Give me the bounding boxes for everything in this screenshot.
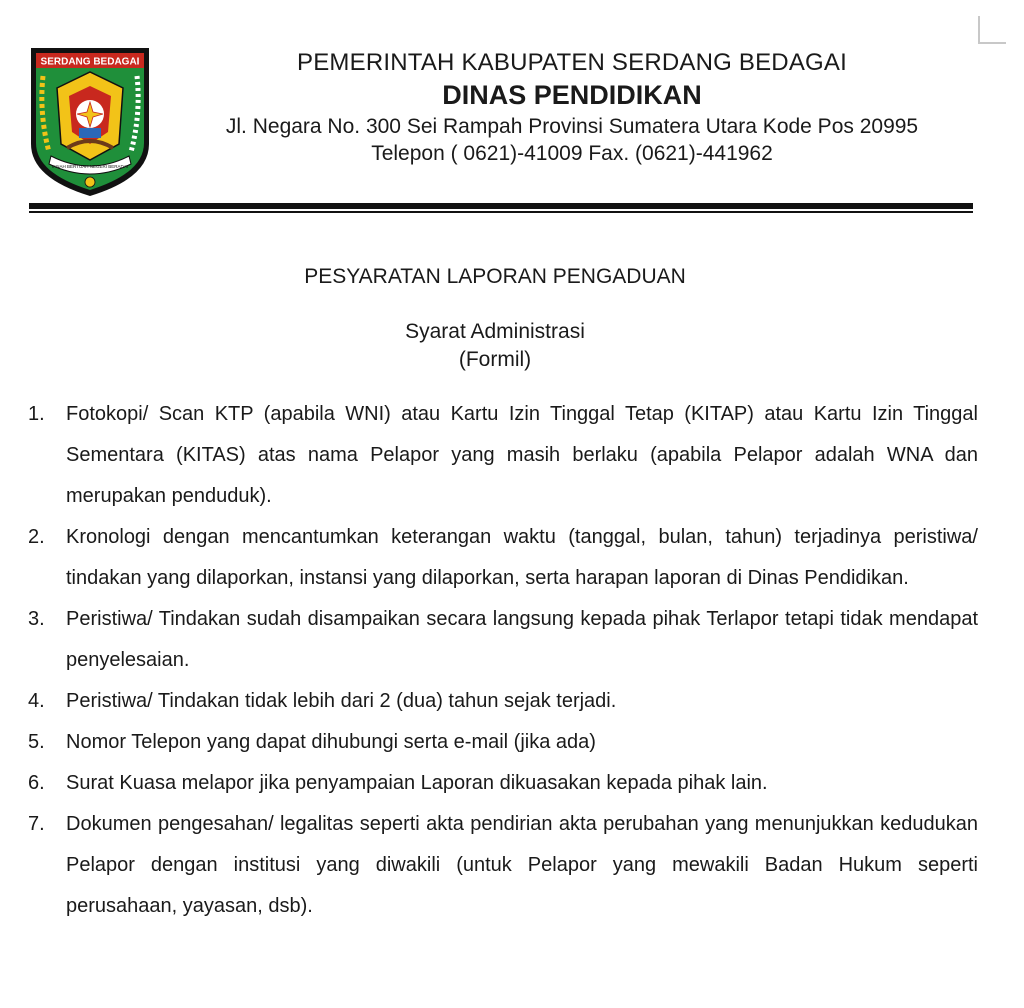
- list-item-number: 5.: [28, 731, 45, 753]
- section-subtitle: Syarat Administrasi: [405, 320, 585, 343]
- letterhead: [172, 48, 972, 168]
- list-item-number: 7.: [28, 813, 45, 835]
- list-item-text: Fotokopi/ Scan KTP (apabila WNI) atau Kartu Izin Tinggal Tetap (KITAP) atau Kartu Izin Tinggal Sementara (KITAS) atas nama Pelapor yang masih berlaku (apabila Pelapor adalah WNA dan merupakan penduduk).: [66, 403, 978, 507]
- serdang-bedagai-logo: [27, 44, 153, 198]
- list-item: [28, 681, 978, 722]
- logo-motto-text: TANAH BERTUAH NEGERI BERADAT: [50, 164, 130, 169]
- list-item-number: 1.: [28, 403, 45, 425]
- list-item: [28, 394, 978, 517]
- list-item-number: 4.: [28, 690, 45, 712]
- phone-line: Telepon ( 0621)-41009 Fax. (0621)-441962: [371, 142, 773, 165]
- list-item-text: Surat Kuasa melapor jika penyampaian Laporan dikuasakan kepada pihak lain.: [66, 772, 768, 794]
- list-item: [28, 763, 978, 804]
- logo-banner-text: SERDANG BEDAGAI: [40, 56, 140, 68]
- list-item-text: Peristiwa/ Tindakan sudah disampaikan secara langsung kepada pihak Terlapor tetapi tidak mendapat penyelesaian.: [66, 608, 978, 671]
- section-subtitle-note: (Formil): [458, 348, 532, 371]
- address-line: Jl. Negara No. 300 Sei Rampah Provinsi Sumatera Utara Kode Pos 20995: [225, 115, 919, 138]
- section-heading: [0, 318, 990, 374]
- list-item-number: 6.: [28, 772, 45, 794]
- list-item-text: Kronologi dengan mencantumkan keterangan waktu (tanggal, bulan, tahun) terjadinya peristiwa/ tindakan yang dilaporkan, instansi yang dilaporkan, serta harapan laporan di Dinas Pendidikan.: [66, 526, 978, 589]
- list-item-number: 2.: [28, 526, 45, 548]
- letterhead-rule-thick: [29, 203, 973, 209]
- requirements-list: [28, 394, 978, 927]
- list-item: [28, 599, 978, 681]
- department-name: DINAS PENDIDIKAN: [442, 80, 702, 110]
- list-item-text: Nomor Telepon yang dapat dihubungi serta e-mail (jika ada): [66, 731, 596, 753]
- list-item: [28, 804, 978, 927]
- letterhead-rule-thin: [29, 211, 973, 213]
- document-title: PESYARATAN LAPORAN PENGADUAN: [304, 265, 686, 288]
- page-corner-mark: [978, 16, 1006, 44]
- list-item-number: 3.: [28, 608, 45, 630]
- list-item-text: Dokumen pengesahan/ legalitas seperti akta pendirian akta perubahan yang menunjukkan kedudukan Pelapor dengan institusi yang diwakili (untuk Pelapor yang mewakili Badan Hukum seperti perusahaan, yayasan, dsb).: [66, 813, 978, 917]
- government-name: PEMERINTAH KABUPATEN SERDANG BEDAGAI: [297, 49, 847, 76]
- list-item-text: Peristiwa/ Tindakan tidak lebih dari 2 (dua) tahun sejak terjadi.: [66, 690, 617, 712]
- list-item: [28, 517, 978, 599]
- list-item: [28, 722, 978, 763]
